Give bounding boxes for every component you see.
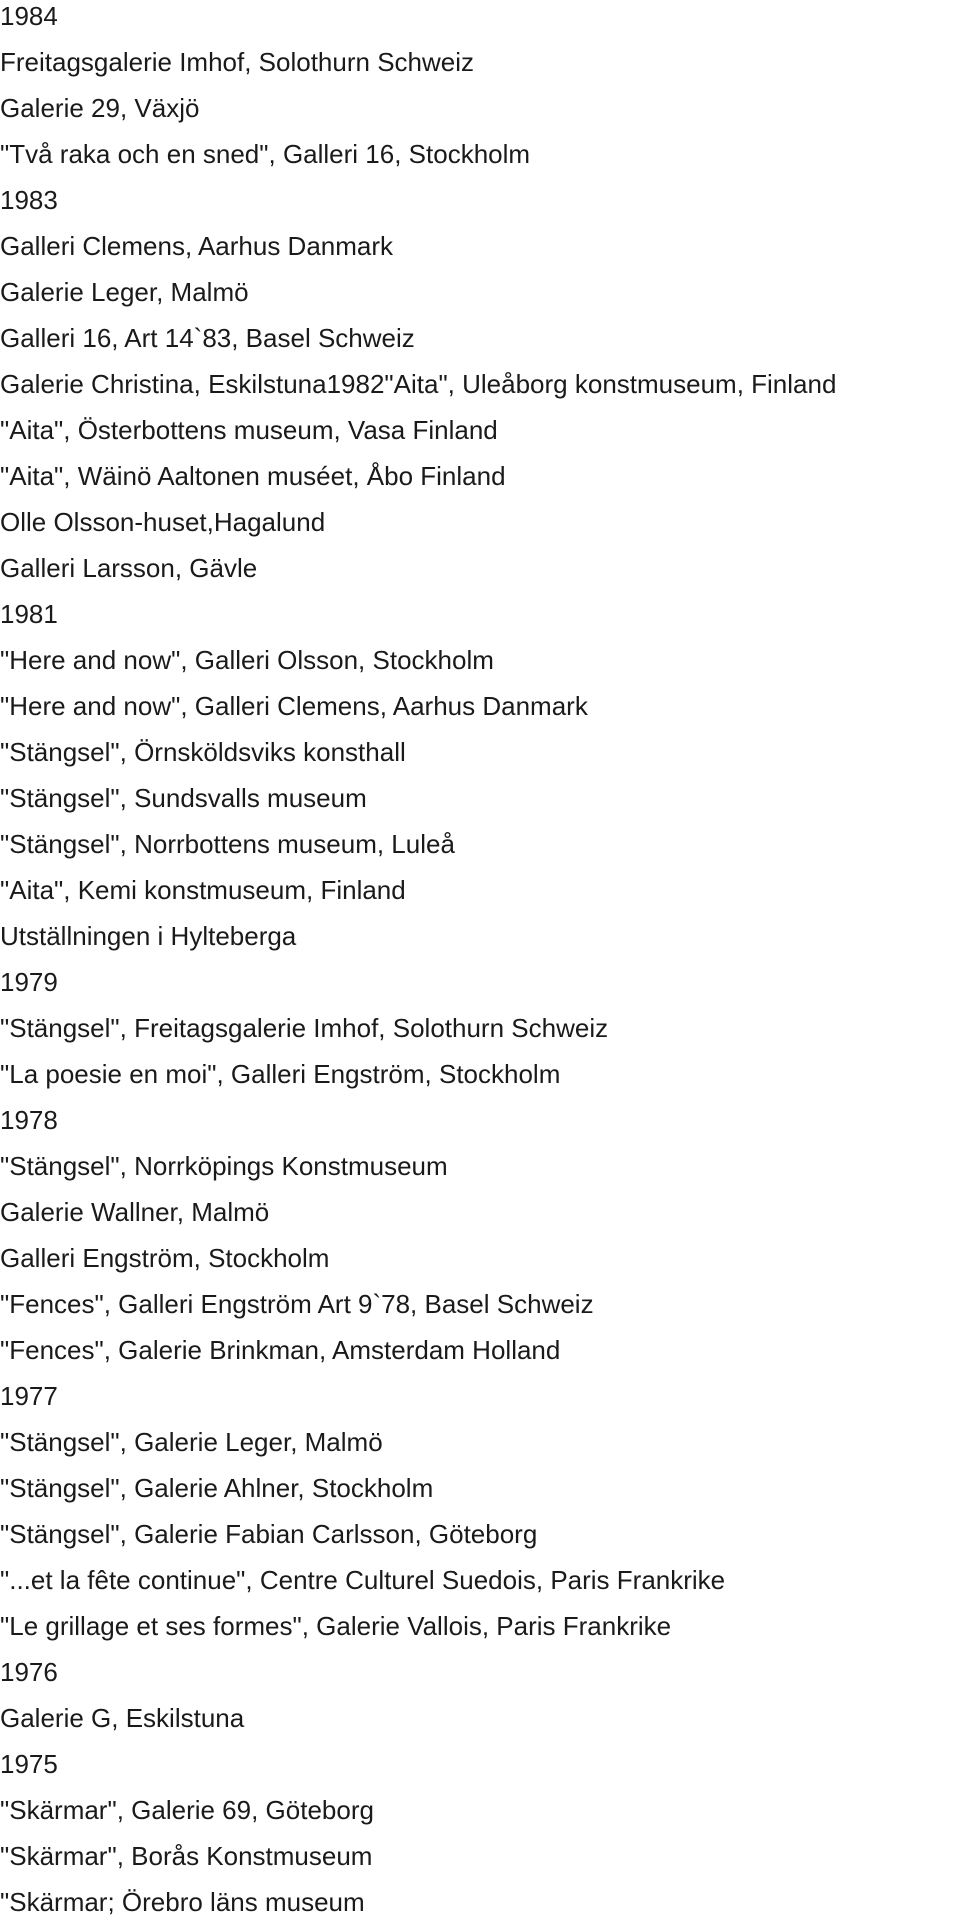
exhibition-entry: Utställningen i Hylteberga xyxy=(0,921,297,951)
exhibition-entry: "Fences", Galleri Engström Art 9`78, Basel Schweiz xyxy=(0,1289,594,1319)
year-heading-1983: 1983 xyxy=(0,185,58,215)
year-heading-1978: 1978 xyxy=(0,1105,58,1135)
exhibition-entry: "Två raka och en sned", Galleri 16, Stockholm xyxy=(0,139,531,169)
exhibition-entry: "Stängsel", Galerie Ahlner, Stockholm xyxy=(0,1473,434,1503)
exhibition-entry: Galerie Wallner, Malmö xyxy=(0,1197,270,1227)
exhibition-entry: Galleri Engström, Stockholm xyxy=(0,1243,330,1273)
exhibition-entry: "Aita", Wäinö Aaltonen muséet, Åbo Finland xyxy=(0,461,506,491)
exhibition-entry: Galerie G, Eskilstuna xyxy=(0,1703,245,1733)
exhibition-entry: "...et la fête continue", Centre Culturel Suedois, Paris Frankrike xyxy=(0,1565,726,1595)
year-heading-1984: 1984 xyxy=(0,1,58,31)
exhibition-entry: Olle Olsson-huset,Hagalund xyxy=(0,507,326,537)
exhibition-entry: "Here and now", Galleri Clemens, Aarhus Danmark xyxy=(0,691,588,721)
exhibition-entry: "Stängsel", Norrköpings Konstmuseum xyxy=(0,1151,448,1181)
exhibition-entry: "Stängsel", Galerie Fabian Carlsson, Göteborg xyxy=(0,1519,538,1549)
exhibition-entry: Galleri Clemens, Aarhus Danmark xyxy=(0,231,394,261)
year-heading-1979: 1979 xyxy=(0,967,58,997)
exhibition-entry: Galerie Leger, Malmö xyxy=(0,277,249,307)
year-heading-1981: 1981 xyxy=(0,599,58,629)
exhibition-entry: "Here and now", Galleri Olsson, Stockholm xyxy=(0,645,494,675)
exhibition-entry: Galerie 29, Växjö xyxy=(0,93,200,123)
exhibition-entry: "Stängsel", Freitagsgalerie Imhof, Solothurn Schweiz xyxy=(0,1013,609,1043)
exhibition-entry: "Stängsel", Galerie Leger, Malmö xyxy=(0,1427,383,1457)
exhibition-entry: "Stängsel", Sundsvalls museum xyxy=(0,783,367,813)
exhibition-entry: "Stängsel", Norrbottens museum, Luleå xyxy=(0,829,455,859)
exhibition-entry: "Skärmar; Örebro läns museum xyxy=(0,1887,365,1917)
year-heading-1977: 1977 xyxy=(0,1381,58,1411)
exhibition-entry: "Skärmar", Borås Konstmuseum xyxy=(0,1841,373,1871)
year-heading-1975: 1975 xyxy=(0,1749,58,1779)
exhibition-entry: "Aita", Kemi konstmuseum, Finland xyxy=(0,875,406,905)
exhibition-entry: Galerie Christina, Eskilstuna1982"Aita", Uleåborg konstmuseum, Finland xyxy=(0,369,837,399)
exhibition-entry: "Aita", Österbottens museum, Vasa Finland xyxy=(0,415,498,445)
exhibition-entry: "Fences", Galerie Brinkman, Amsterdam Holland xyxy=(0,1335,561,1365)
exhibition-entry: "Stängsel", Örnsköldsviks konsthall xyxy=(0,737,406,767)
exhibition-entry: "La poesie en moi", Galleri Engström, Stockholm xyxy=(0,1059,561,1089)
exhibition-entry: Galleri Larsson, Gävle xyxy=(0,553,258,583)
year-heading-1976: 1976 xyxy=(0,1657,58,1687)
exhibition-entry: "Skärmar", Galerie 69, Göteborg xyxy=(0,1795,374,1825)
exhibition-entry: "Le grillage et ses formes", Galerie Vallois, Paris Frankrike xyxy=(0,1611,672,1641)
exhibition-entry: Freitagsgalerie Imhof, Solothurn Schweiz xyxy=(0,47,475,77)
exhibition-entry: Galleri 16, Art 14`83, Basel Schweiz xyxy=(0,323,415,353)
